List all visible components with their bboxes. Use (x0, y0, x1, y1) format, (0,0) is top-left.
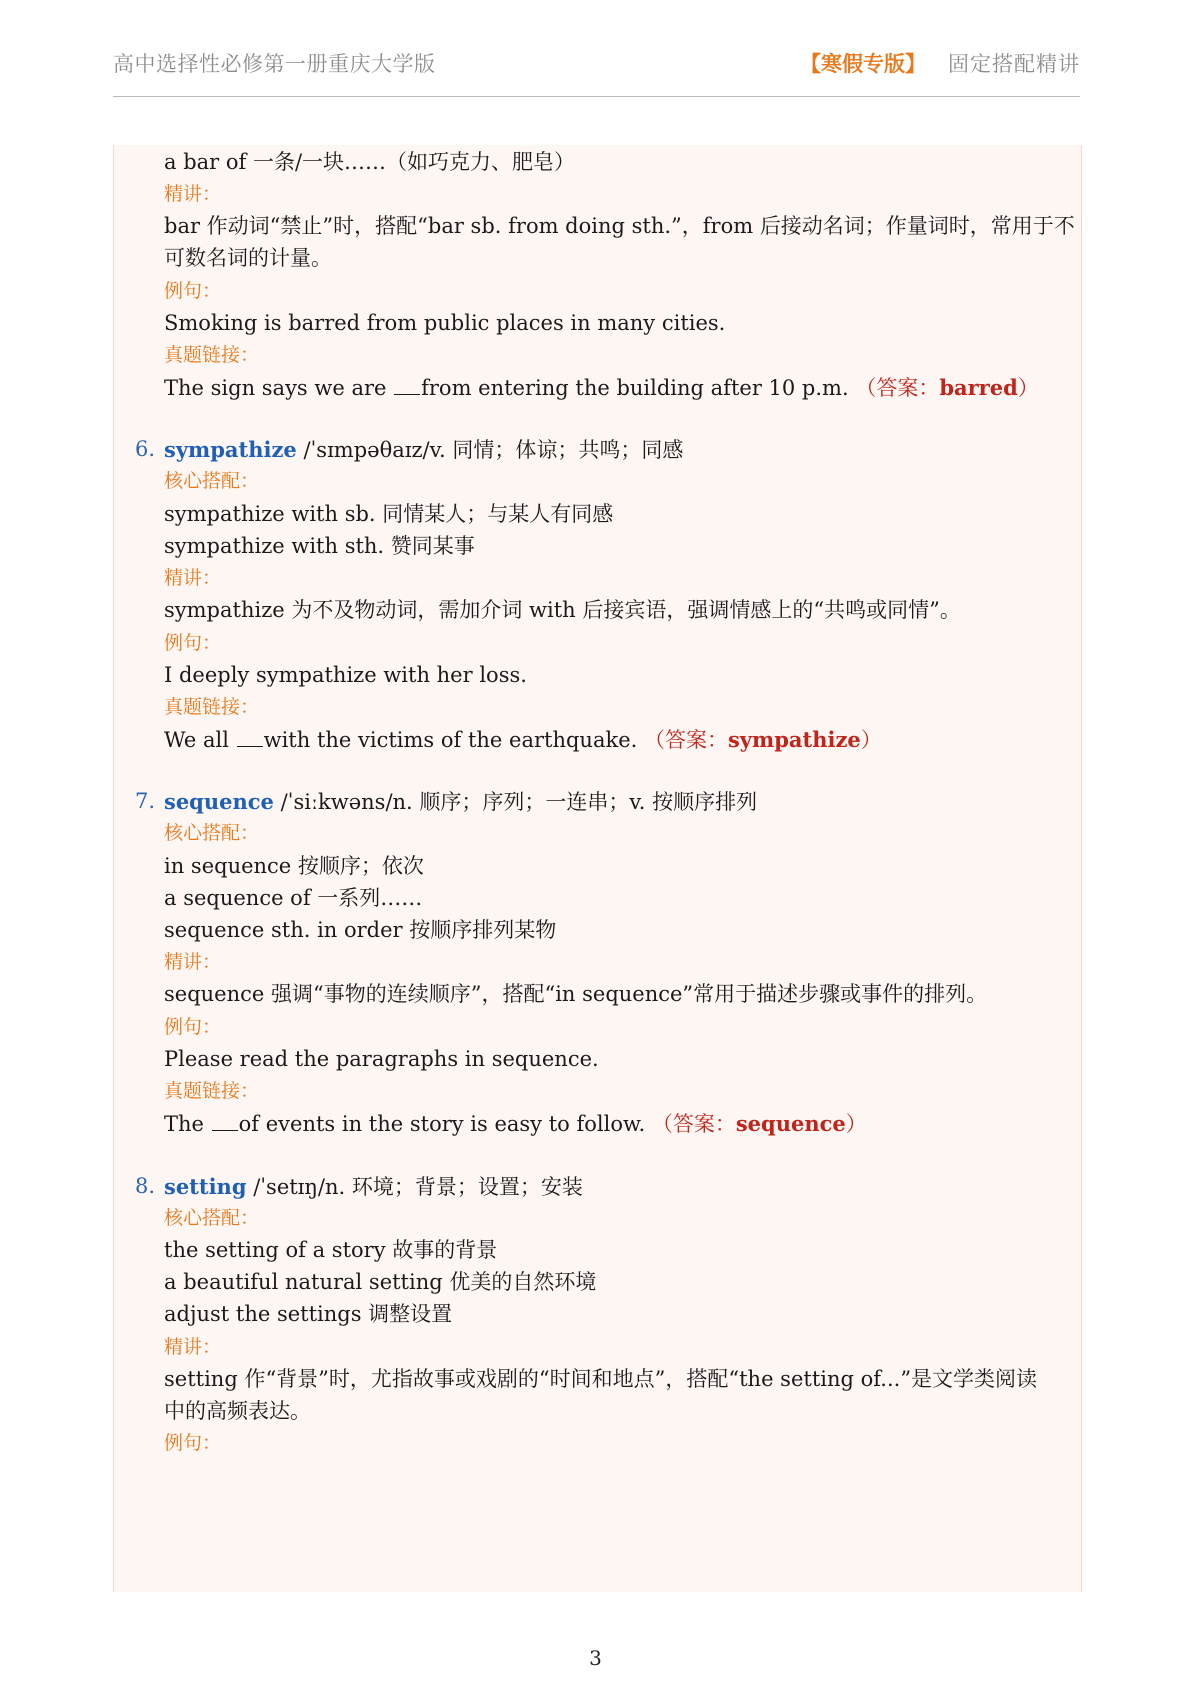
exam-text: with the victims of the earthquake. (263, 728, 638, 752)
example-sentence: I deeply sympathize with her loss. (164, 663, 527, 687)
explanation-text: sympathize 为不及物动词，需加介词 with 后接宾语，强调情感上的“共鸣或同情”。 (164, 598, 961, 622)
entry-headword-line (164, 432, 1067, 468)
collocation-line: sympathize with sth. 赞同某事 (164, 534, 475, 558)
book-title: 高中选择性必修第一册重庆大学版 (113, 52, 436, 76)
answer-blank (394, 376, 420, 395)
page-number: 3 (589, 1646, 602, 1670)
example-label: 例句： (164, 1432, 222, 1454)
example-sentence: Smoking is barred from public places in many cities. (164, 311, 726, 335)
edition-badge: 【寒假专版】 (800, 52, 926, 76)
collocation-line: a beautiful natural setting 优美的自然环境 (164, 1270, 597, 1294)
exam-text: of events in the story is easy to follow. (238, 1112, 646, 1136)
answer-word: sympathize (727, 727, 861, 752)
exam-link-label: 真题链接： (164, 1080, 260, 1102)
exam-link-label: 真题链接： (164, 696, 260, 718)
explanation-text: setting 作“背景”时，尤指故事或戏剧的“时间和地点”，搭配“the setting of...”是文学类阅读 (164, 1367, 1038, 1391)
entry-headword-line (164, 1169, 1067, 1205)
example-label: 例句： (164, 632, 222, 654)
answer-blank (212, 1112, 238, 1131)
answer-suffix: ） (1017, 376, 1039, 400)
example-label: 例句： (164, 280, 222, 302)
exam-text: The (164, 1112, 211, 1136)
collocation-line: a bar of 一条/一块……（如巧克力、肥皂） (164, 150, 576, 174)
explanation-label: 精讲： (164, 1336, 222, 1358)
answer-word: sequence (735, 1111, 846, 1136)
exam-sentence (164, 370, 1067, 406)
exam-link-label: 真题链接： (164, 344, 260, 366)
explanation-text: 可数名词的计量。 (164, 246, 332, 270)
headword-definition: /ˈsiːkwəns/n. 顺序；序列；一连串；v. 按顺序排列 (273, 790, 758, 814)
exam-sentence (164, 722, 1067, 758)
headword: setting (164, 1174, 247, 1199)
exam-text: from entering the building after 10 p.m. (421, 376, 849, 400)
headword-definition: /ˈsɪmpəθaɪz/v. 同情；体谅；共鸣；同感 (296, 438, 684, 462)
core-collocation-label: 核心搭配： (164, 822, 260, 844)
exam-text: The sign says we are (164, 376, 394, 400)
collocation-line: adjust the settings 调整设置 (164, 1302, 453, 1326)
header-right (800, 48, 1080, 78)
core-collocation-label: 核心搭配： (164, 1207, 260, 1229)
explanation-text: bar 作动词“禁止”时，搭配“bar sb. from doing sth.”，from 后接动名词；作量词时，常用于不 (164, 214, 1075, 238)
page-header (113, 44, 1080, 97)
example-label: 例句： (164, 1016, 222, 1038)
explanation-label: 精讲： (164, 183, 222, 205)
answer-suffix: ） (845, 1112, 867, 1136)
answer-word: barred (939, 375, 1018, 400)
entry-number: 7. (135, 789, 156, 813)
vocab-content-box (113, 145, 1082, 1592)
collocation-line: sequence sth. in order 按顺序排列某物 (164, 918, 557, 942)
answer-prefix: （答案： (855, 376, 940, 400)
entry-number: 6. (135, 437, 156, 461)
collocation-line: the setting of a story 故事的背景 (164, 1238, 498, 1262)
explanation-label: 精讲： (164, 951, 222, 973)
collocation-line: in sequence 按顺序；依次 (164, 854, 424, 878)
answer-prefix: （答案： (643, 728, 728, 752)
exam-sentence (164, 1106, 1067, 1142)
collocation-line: sympathize with sb. 同情某人；与某人有同感 (164, 502, 614, 526)
entry-number: 8. (135, 1174, 156, 1198)
explanation-text: sequence 强调“事物的连续顺序”，搭配“in sequence”常用于描述步骤或事件的排列。 (164, 982, 988, 1006)
headword-definition: /ˈsetɪŋ/n. 环境；背景；设置；安装 (246, 1175, 583, 1199)
answer-prefix: （答案： (651, 1112, 736, 1136)
headword: sequence (164, 789, 274, 814)
headword: sympathize (164, 437, 297, 462)
explanation-text: 中的高频表达。 (164, 1399, 311, 1423)
example-sentence: Please read the paragraphs in sequence. (164, 1047, 599, 1071)
section-subtitle: 固定搭配精讲 (948, 52, 1080, 76)
explanation-label: 精讲： (164, 567, 222, 589)
collocation-line: a sequence of 一系列…… (164, 886, 423, 910)
entry-headword-line (164, 784, 1067, 820)
exam-text: We all (164, 728, 236, 752)
answer-suffix: ） (860, 728, 882, 752)
core-collocation-label: 核心搭配： (164, 470, 260, 492)
answer-blank (237, 728, 263, 747)
